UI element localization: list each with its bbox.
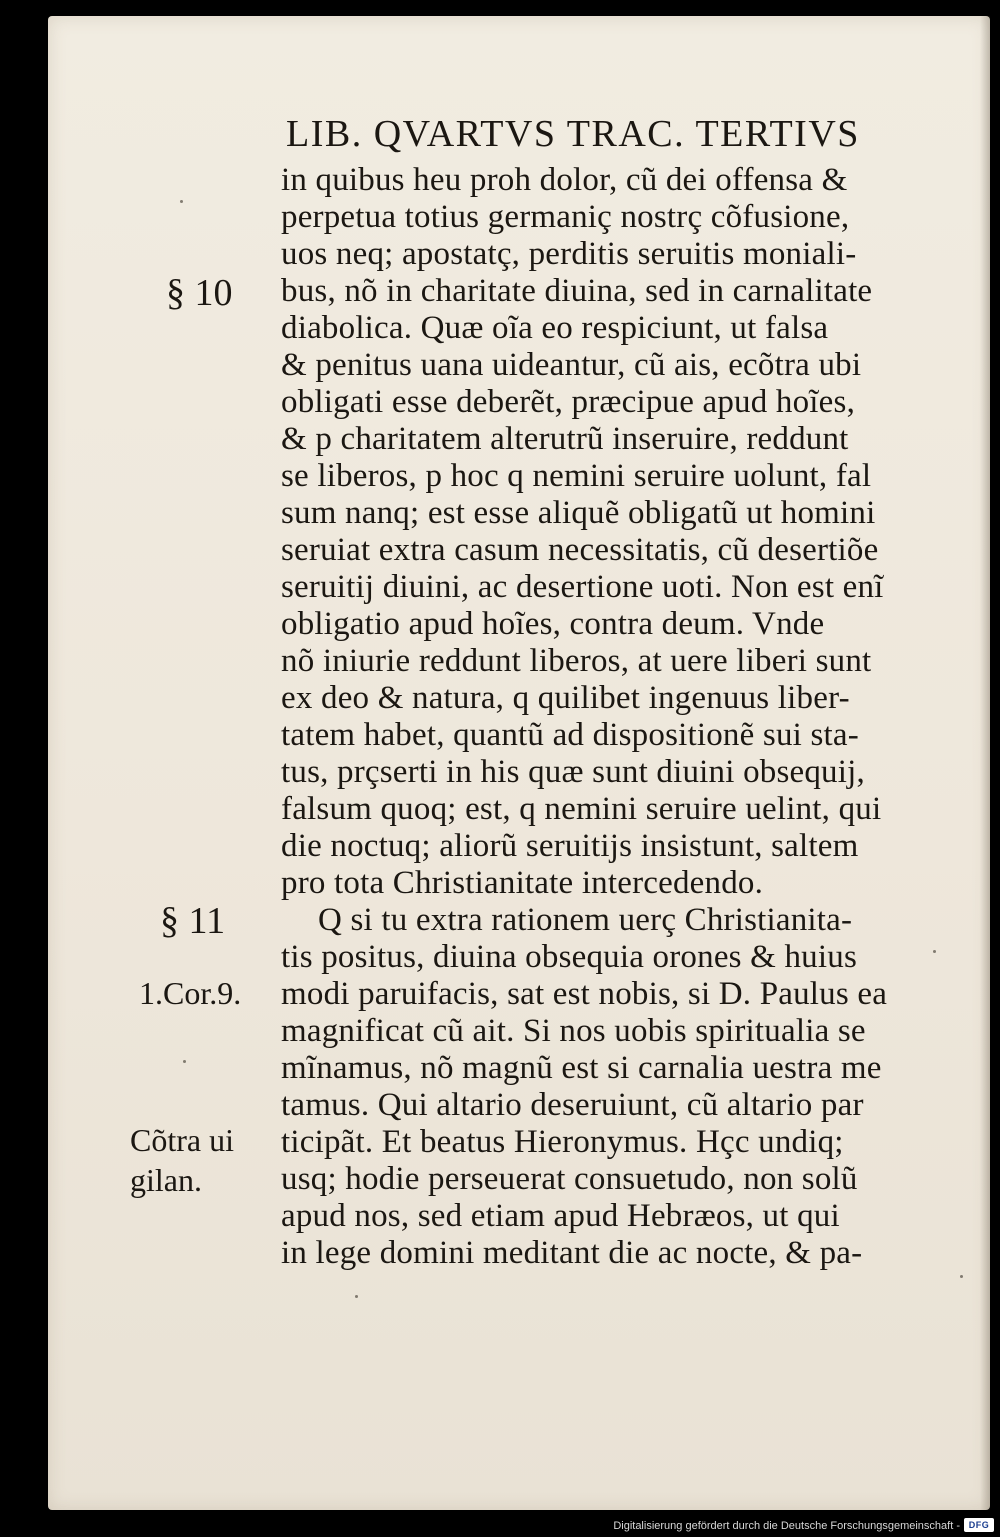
margin-contra-line-1: Cõtra ui — [130, 1122, 234, 1158]
body-line-2: perpetua totius germaniç nostrç cõfusione, — [281, 199, 850, 235]
paper-speck — [180, 200, 183, 203]
body-line-13: obligatio apud hoĩes, contra deum. Vnde — [281, 606, 825, 642]
body-line-20: pro tota Christianitate intercedendo. — [281, 865, 764, 901]
funding-note: Digitalisierung gefördert durch die Deutsche Forschungsgemeinschaft - — [613, 1520, 960, 1532]
body-line-18: falsum quoq; est, q nemini seruire uelint, qui — [281, 791, 882, 827]
dfg-logo: DFG — [964, 1518, 994, 1532]
paper-speck — [183, 1060, 186, 1063]
body-line-26: tamus. Qui altario deseruiunt, cũ altario par — [281, 1087, 864, 1123]
body-line-23: modi paruifacis, sat est nobis, si D. Paulus ea — [281, 976, 888, 1012]
body-line-19: die noctuq; aliorũ seruitijs insistunt, saltem — [281, 828, 859, 864]
body-line-16: tatem habet, quantũ ad dispositionẽ sui sta- — [281, 717, 859, 753]
margin-section-10: § 10 — [166, 272, 233, 314]
body-line-12: seruitij diuini, ac desertione uoti. Non est enĩ — [281, 569, 884, 605]
body-line-9: se liberos, p hoc q nemini seruire uolunt, fal — [281, 458, 872, 494]
margin-section-11: § 11 — [160, 900, 226, 942]
body-line-21: Q si tu extra rationem uerç Christianita- — [318, 902, 853, 938]
paper-speck — [960, 1275, 963, 1278]
body-line-25: mĩnamus, nõ magnũ est si carnalia uestra me — [281, 1050, 882, 1086]
body-line-29: apud nos, sed etiam apud Hebræos, ut qui — [281, 1198, 840, 1234]
paper-speck — [933, 950, 936, 953]
body-line-27: ticipãt. Et beatus Hieronymus. Hçc undiq; — [281, 1124, 844, 1160]
page-edge-shadow — [980, 16, 990, 1510]
margin-reference-1-cor-9: 1.Cor.9. — [139, 975, 242, 1011]
body-line-3: uos neq; apostatç, perditis seruitis moniali- — [281, 236, 857, 272]
body-line-28: usq; hodie perseuerat consuetudo, non solũ — [281, 1161, 858, 1197]
body-line-15: ex deo & natura, q quilibet ingenuus liber- — [281, 680, 850, 716]
paper-speck — [355, 1295, 358, 1298]
body-line-7: obligati esse deberẽt, præcipue apud hoĩes, — [281, 384, 856, 420]
body-line-17: tus, prçserti in his quæ sunt diuini obsequij, — [281, 754, 865, 790]
body-line-8: & p charitatem alterutrũ inseruire, reddunt — [281, 421, 849, 457]
body-line-22: tis positus, diuina obsequia orones & huius — [281, 939, 857, 975]
body-line-6: & penitus uana uideantur, cũ ais, ecõtra ubi — [281, 347, 862, 383]
running-title: LIB. QVARTVS TRAC. TERTIVS — [286, 113, 860, 155]
body-line-5: diabolica. Quæ oĩa eo respiciunt, ut falsa — [281, 310, 829, 346]
body-line-14: nõ iniurie reddunt liberos, at uere liberi sunt — [281, 643, 872, 679]
body-line-4: bus, nõ in charitate diuina, sed in carnalitate — [281, 273, 873, 309]
body-line-11: seruiat extra casum necessitatis, cũ desertiõe — [281, 532, 879, 568]
margin-contra-line-2: gilan. — [130, 1162, 202, 1198]
body-line-1: in quibus heu proh dolor, cũ dei offensa & — [281, 162, 848, 198]
body-line-10: sum nanq; est esse aliquẽ obligatũ ut homini — [281, 495, 876, 531]
body-line-24: magnificat cũ ait. Si nos uobis spiritualia se — [281, 1013, 866, 1049]
body-line-30: in lege domini meditant die ac nocte, & pa- — [281, 1235, 863, 1271]
